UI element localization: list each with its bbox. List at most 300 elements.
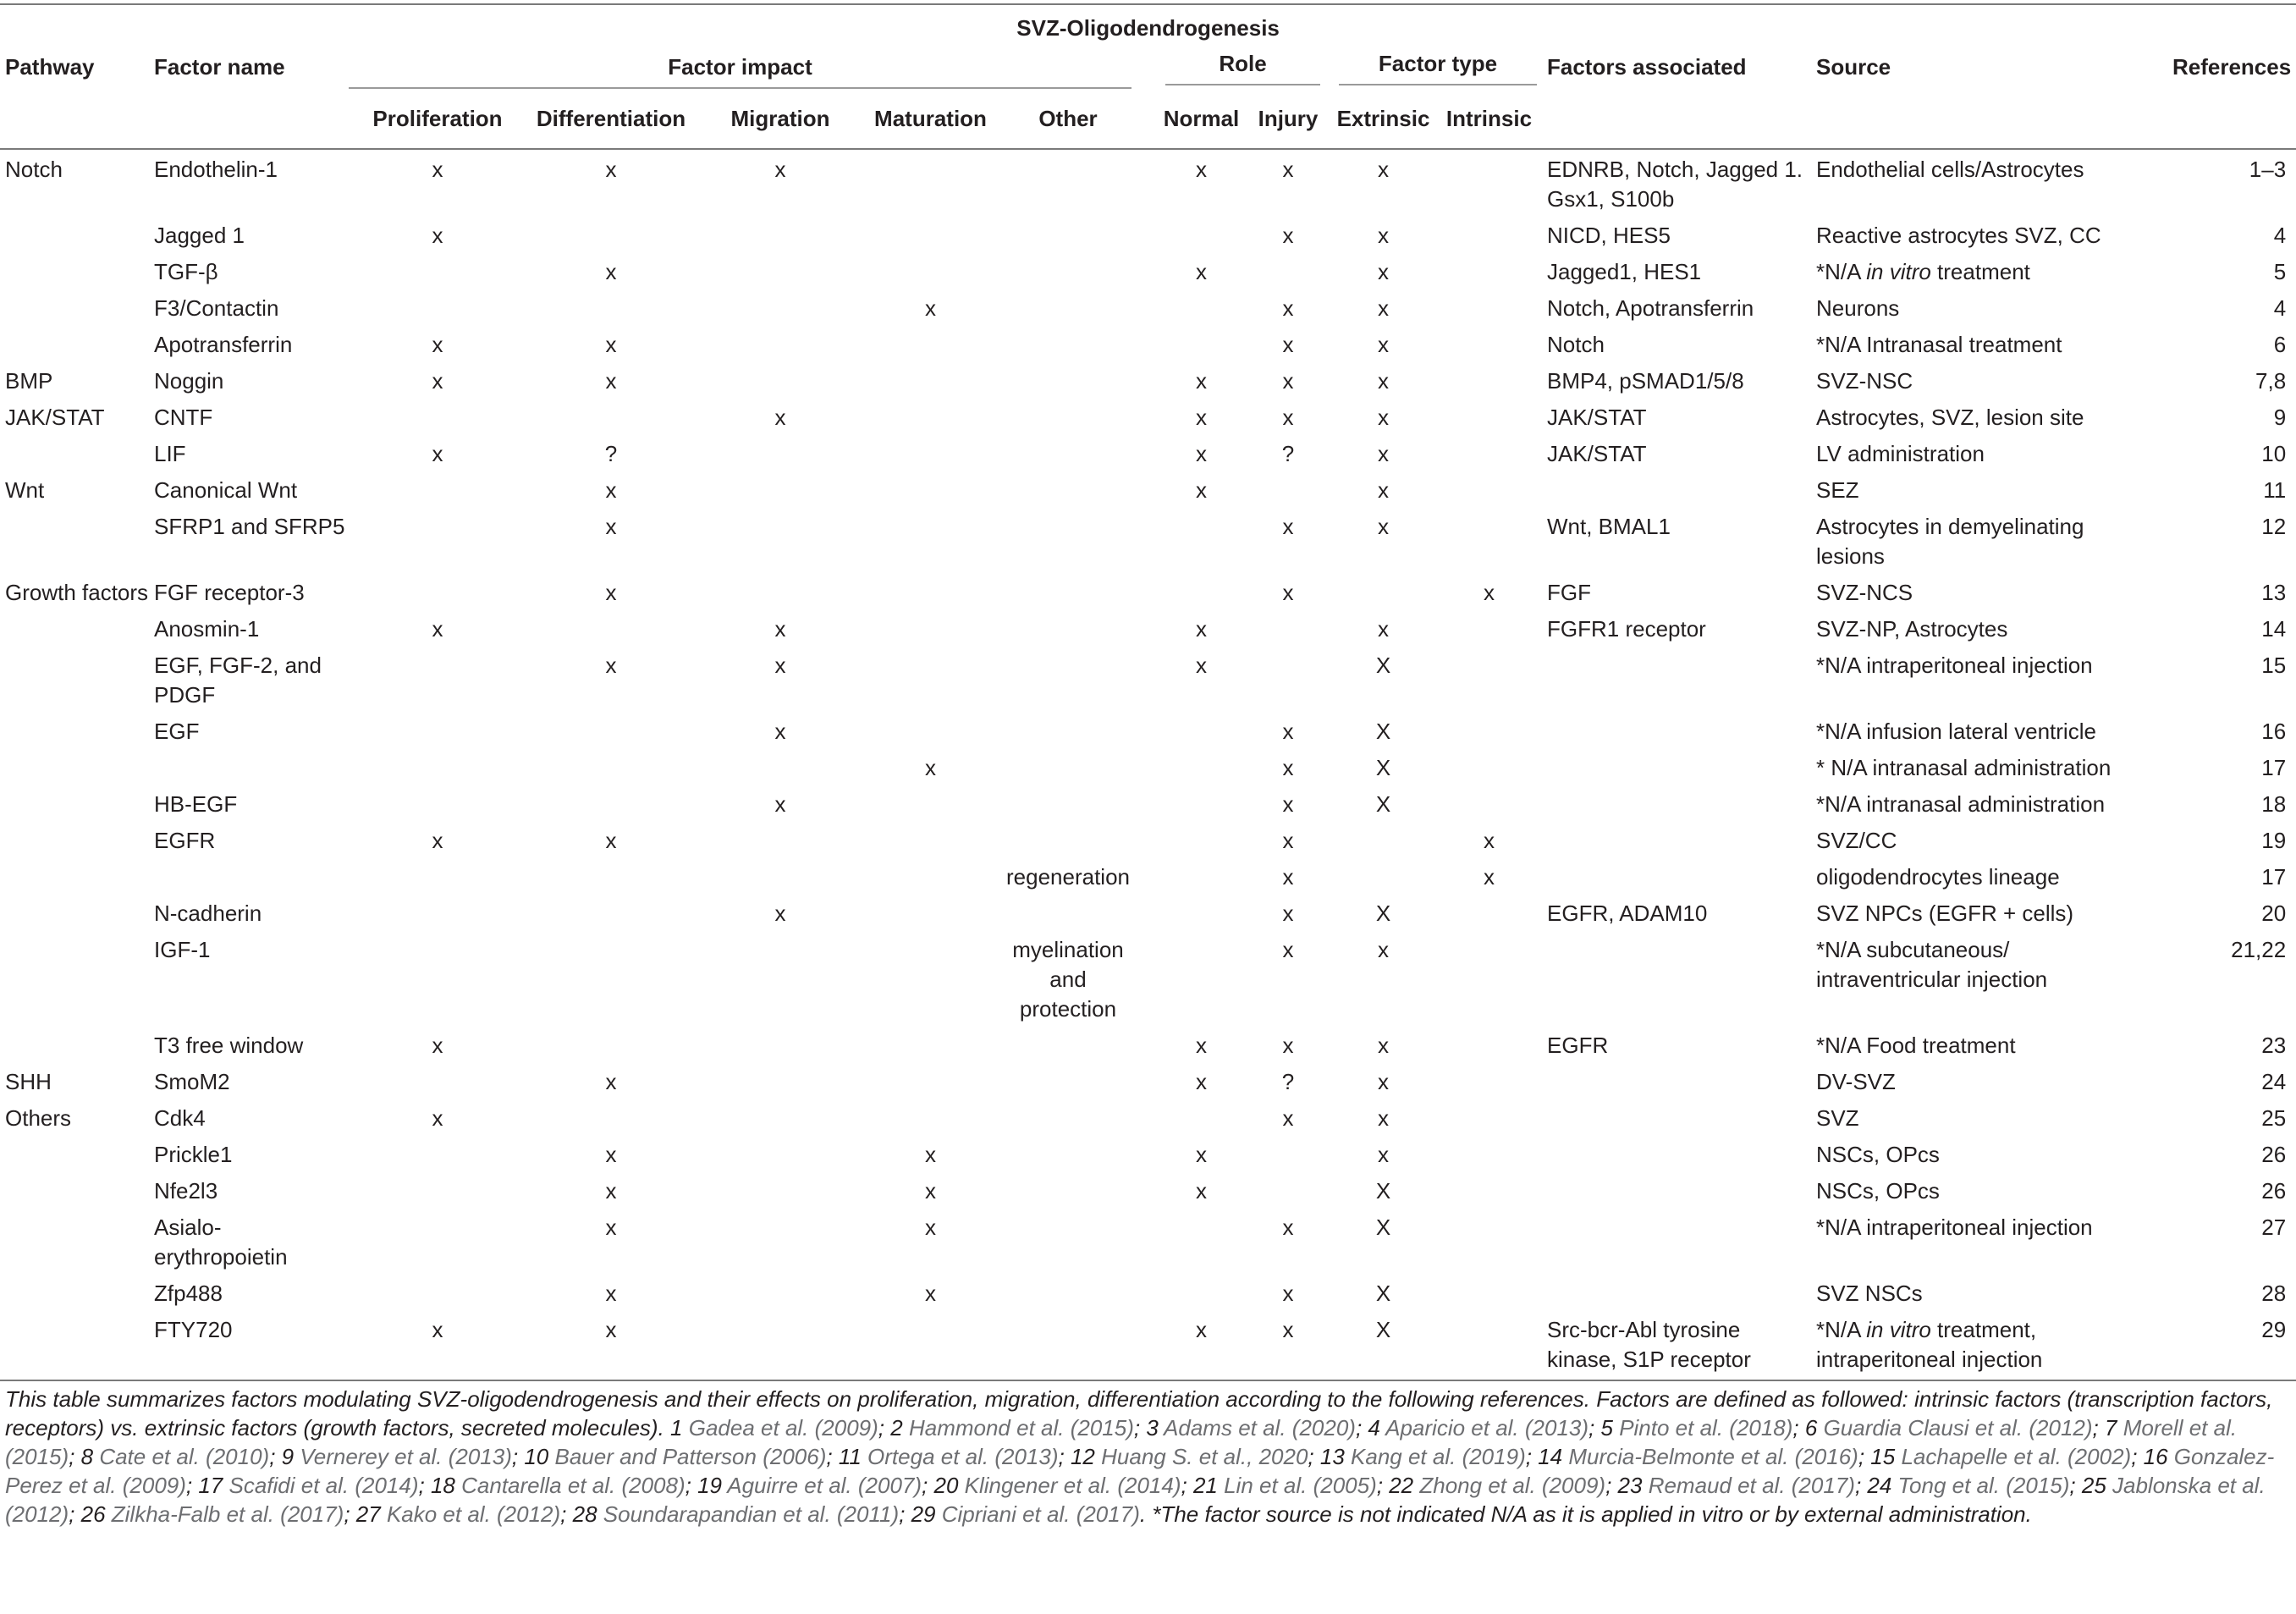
- caption-ref-citation[interactable]: Cantarella et al. (2008): [461, 1473, 685, 1498]
- cell-migration: [704, 289, 856, 325]
- cell-other: [1005, 398, 1157, 434]
- cell-normal: x: [1196, 616, 1207, 642]
- caption-ref-number: 29: [911, 1501, 936, 1527]
- cell-factors-associated: FGF: [1547, 580, 1591, 605]
- caption-ref-citation[interactable]: Cipriani et al. (2017): [941, 1501, 1140, 1527]
- cell-other: [1005, 434, 1157, 471]
- cell-proliferation: [349, 1171, 518, 1208]
- source-text: LV administration: [1816, 441, 1985, 466]
- cell-factors-associated: FGFR1 receptor: [1547, 616, 1706, 642]
- cell-pathway: [0, 821, 154, 857]
- caption-ref-citation[interactable]: Vernerey et al. (2013): [300, 1444, 512, 1469]
- cell-other: [1005, 1310, 1157, 1376]
- source-text: DV-SVZ: [1816, 1069, 1896, 1094]
- cell-injury: x: [1282, 295, 1294, 321]
- caption-ref-number: 19: [697, 1473, 722, 1498]
- cell-source: [1813, 252, 2130, 289]
- cell-proliferation: [349, 252, 518, 289]
- cell-extrinsic: X: [1375, 901, 1391, 926]
- caption-ref-number: 21: [1192, 1473, 1218, 1498]
- table-row: [0, 821, 2296, 857]
- header-source: Source: [1813, 49, 2130, 149]
- cell-factors-associated: [1542, 930, 1813, 1026]
- cell-source: [1813, 894, 2130, 930]
- cell-maturation: [856, 573, 1005, 609]
- caption-ref-citation[interactable]: Scafidi et al. (2014): [228, 1473, 419, 1498]
- cell-migration: [704, 471, 856, 507]
- source-text: SVZ NSCs: [1816, 1281, 1923, 1306]
- cell-references: 20: [2261, 901, 2287, 926]
- caption-ref-citation[interactable]: Zilkha-Falb et al. (2017): [111, 1501, 344, 1527]
- cell-normal: x: [1196, 1033, 1207, 1058]
- source-text: *N/A infusion lateral ventricle: [1816, 719, 2096, 744]
- cell-proliferation: x: [432, 332, 443, 357]
- table-row: [0, 289, 2296, 325]
- caption-ref-number: 28: [572, 1501, 597, 1527]
- caption-ref-number: 18: [430, 1473, 455, 1498]
- caption-ref-citation[interactable]: Guardia Clausi et al. (2012): [1823, 1415, 2093, 1440]
- cell-proliferation: [349, 573, 518, 609]
- cell-injury: x: [1282, 719, 1294, 744]
- cell-references: 7,8: [2255, 368, 2287, 394]
- cell-intrinsic: [1436, 1026, 1542, 1062]
- caption-ref-number: 5: [1600, 1415, 1613, 1440]
- source-text: * N/A intranasal administration: [1816, 755, 2112, 780]
- caption-ref-citation[interactable]: Gonzalez-Perez et al. (2009): [5, 1444, 2275, 1498]
- cell-normal: [1157, 857, 1246, 894]
- source-italic-text: in vitro: [1866, 1317, 1931, 1342]
- table-row: [0, 894, 2296, 930]
- cell-injury: x: [1282, 791, 1294, 817]
- cell-maturation: [856, 712, 1005, 748]
- cell-references: 13: [2261, 580, 2287, 605]
- caption-ref-number: 1: [670, 1415, 683, 1440]
- caption-ref-citation[interactable]: Gadea et al. (2009): [688, 1415, 878, 1440]
- cell-factors-associated: [1542, 1099, 1813, 1135]
- cell-injury: x: [1282, 368, 1294, 394]
- source-text: *N/A intraperitoneal injection: [1816, 653, 2093, 678]
- cell-migration: [704, 434, 856, 471]
- cell-other: [1005, 149, 1157, 216]
- cell-normal: [1157, 1099, 1246, 1135]
- source-text: SVZ: [1816, 1105, 1859, 1131]
- cell-extrinsic: X: [1375, 791, 1391, 817]
- cell-pathway: [0, 609, 154, 646]
- cell-maturation: x: [925, 755, 936, 780]
- cell-factors-associated: Jagged1, HES1: [1547, 259, 1702, 284]
- cell-intrinsic: x: [1484, 864, 1495, 890]
- caption-ref-citation[interactable]: Kang et al. (2019): [1351, 1444, 1526, 1469]
- cell-injury: x: [1282, 1281, 1294, 1306]
- caption-ref-citation[interactable]: Bauer and Patterson (2006): [554, 1444, 827, 1469]
- cell-injury: x: [1282, 1215, 1294, 1240]
- caption-ref-number: 24: [1867, 1473, 1892, 1498]
- cell-factors-associated: [1542, 1171, 1813, 1208]
- cell-factors-associated: [1542, 1062, 1813, 1099]
- cell-pathway: [0, 1274, 154, 1310]
- caption-ref-citation[interactable]: Soundarapandian et al. (2011): [603, 1501, 900, 1527]
- source-text: Astrocytes, SVZ, lesion site: [1816, 405, 2084, 430]
- caption-note: *The factor source is not indicated N/A as it is applied in vitro or by external administration.: [1152, 1501, 2032, 1527]
- cell-maturation: [856, 216, 1005, 252]
- cell-factor-name: EGFR: [154, 828, 216, 853]
- cell-injury: x: [1282, 514, 1294, 539]
- cell-migration: x: [774, 405, 786, 430]
- cell-normal: [1157, 1274, 1246, 1310]
- cell-extrinsic: [1330, 857, 1436, 894]
- source-text: *N/A Intranasal treatment: [1816, 332, 2062, 357]
- caption-ref-citation[interactable]: Jablonska et al. (2012): [5, 1473, 2266, 1527]
- cell-proliferation: [349, 1062, 518, 1099]
- source-text: SVZ NPCs (EGFR + cells): [1816, 901, 2074, 926]
- cell-differentiation: x: [605, 157, 617, 182]
- cell-extrinsic: [1330, 821, 1436, 857]
- cell-normal: [1157, 785, 1246, 821]
- cell-normal: [1157, 821, 1246, 857]
- caption-ref-citation[interactable]: Aparicio et al. (2013): [1385, 1415, 1589, 1440]
- caption-ref-citation[interactable]: Aguirre et al. (2007): [727, 1473, 922, 1498]
- cell-proliferation: x: [432, 368, 443, 394]
- source-text: *N/A Food treatment: [1816, 1033, 2016, 1058]
- cell-differentiation: x: [605, 514, 617, 539]
- cell-normal: x: [1196, 1317, 1207, 1342]
- cell-proliferation: x: [432, 1317, 443, 1342]
- caption-references: 1 Gadea et al. (2009); 2 Hammond et al. (2015); 3 Adams et al. (2020); 4 Aparicio et al. (2013); 5 Pinto et al. (2018); 6 Guardia Clausi et al. (2012); 7 Morell et al. (2015); 8 Cate et al. (2010); 9 Vernerey et al. (2013); 10 Bauer and Patterson (2006); 11 Ortega et al. (2013); 12 Huang S. et al., 2020; 13 Kang et al. (2019); 14 Murcia-Belmonte et al. (2016); 15 Lachapelle et al. (2002); 16 Gonzalez-Perez et al. (2009); 17 Scafidi et al. (2014); 18 Cantarella et al. (2008); 19 Aguirre et al. (2007); 20 Klingener et al. (2014); 21 Lin et al. (2005); 22 Zhong et al. (2009); 23 Remaud et al. (2017); 24 Tong et al. (2015); 25 Jablonska et al. (2012); 26 Zilkha-Falb et al. (2017); 27 Kako et al. (2012); 28 Soundarapandian et al. (2011); 29 Cipriani et al. (2017).: [5, 1415, 2275, 1527]
- cell-intrinsic: [1436, 252, 1542, 289]
- cell-other: [1005, 1171, 1157, 1208]
- caption-ref-citation[interactable]: Murcia-Belmonte et al. (2016): [1568, 1444, 1858, 1469]
- cell-differentiation: [518, 609, 704, 646]
- cell-migration: [704, 748, 856, 785]
- caption-intro: This table summarizes factors modulating SVZ-oligodendrogenesis and their effects on proliferation, migration, differentiation according to the following references. Factors are defined as followed: intrinsic factors (transcription factors, receptors) vs. extrinsic factors (growth factors, secreted molecules).: [5, 1386, 2273, 1440]
- cell-differentiation: [518, 857, 704, 894]
- source-text: SVZ-NSC: [1816, 368, 1913, 394]
- header-proliferation: Proliferation: [349, 89, 518, 149]
- cell-differentiation: [518, 1099, 704, 1135]
- cell-migration: [704, 507, 856, 573]
- header-migration: Migration: [704, 89, 856, 149]
- cell-other: [1005, 216, 1157, 252]
- cell-references: 11: [2263, 477, 2287, 503]
- cell-normal: [1157, 507, 1246, 573]
- source-text: Astrocytes in demyelinating lesions: [1816, 514, 2084, 569]
- cell-intrinsic: [1436, 1310, 1542, 1376]
- cell-pathway: [0, 1310, 154, 1376]
- cell-normal: x: [1196, 653, 1207, 678]
- cell-pathway: [0, 289, 154, 325]
- cell-differentiation: x: [605, 1215, 617, 1240]
- cell-normal: x: [1196, 1178, 1207, 1204]
- cell-references: 19: [2261, 828, 2287, 853]
- caption-ref-citation[interactable]: Adams et al. (2020): [1164, 1415, 1356, 1440]
- cell-intrinsic: [1436, 1099, 1542, 1135]
- cell-pathway: [0, 1026, 154, 1062]
- cell-proliferation: [349, 930, 518, 1026]
- cell-normal: x: [1196, 1069, 1207, 1094]
- cell-pathway: JAK/STAT: [5, 405, 105, 430]
- cell-normal: [1157, 325, 1246, 361]
- cell-pathway: [0, 325, 154, 361]
- cell-factor-name: SmoM2: [154, 1069, 230, 1094]
- cell-source: [1813, 1274, 2130, 1310]
- cell-factors-associated: [1542, 821, 1813, 857]
- cell-proliferation: [349, 1208, 518, 1274]
- cell-proliferation: [349, 785, 518, 821]
- cell-factors-associated: NICD, HES5: [1547, 223, 1671, 248]
- cell-other: [1005, 609, 1157, 646]
- cell-injury: [1246, 1171, 1330, 1208]
- source-italic-text: in vitro: [1866, 259, 1931, 284]
- cell-migration: x: [774, 719, 786, 744]
- cell-factor-name: T3 free window: [154, 1033, 304, 1058]
- cell-normal: [1157, 289, 1246, 325]
- cell-extrinsic: x: [1378, 1069, 1389, 1094]
- cell-pathway: SHH: [5, 1069, 52, 1094]
- caption-ref-number: 8: [80, 1444, 94, 1469]
- cell-differentiation: x: [605, 1281, 617, 1306]
- cell-factors-associated: EDNRB, Notch, Jagged 1. Gsx1, S100b: [1547, 157, 1803, 212]
- cell-other: [1005, 289, 1157, 325]
- cell-other: [1005, 821, 1157, 857]
- cell-extrinsic: X: [1375, 719, 1391, 744]
- cell-differentiation: [518, 712, 704, 748]
- cell-intrinsic: [1436, 216, 1542, 252]
- cell-references: 21,22: [2231, 937, 2287, 962]
- cell-normal: x: [1196, 441, 1207, 466]
- cell-normal: [1157, 1208, 1246, 1274]
- cell-extrinsic: x: [1378, 1033, 1389, 1058]
- cell-pathway: [0, 216, 154, 252]
- cell-proliferation: [349, 398, 518, 434]
- caption-ref-number: 25: [2081, 1473, 2106, 1498]
- caption-ref-citation[interactable]: Lachapelle et al. (2002): [1901, 1444, 2132, 1469]
- cell-migration: [704, 1062, 856, 1099]
- cell-maturation: [856, 149, 1005, 216]
- cell-proliferation: x: [432, 828, 443, 853]
- cell-factors-associated: BMP4, pSMAD1/5/8: [1547, 368, 1744, 394]
- cell-differentiation: x: [605, 259, 617, 284]
- cell-factors-associated: [1542, 646, 1813, 712]
- svz-oligodendrogenesis-table: [0, 7, 2296, 1376]
- table-row: [0, 609, 2296, 646]
- cell-proliferation: [349, 894, 518, 930]
- cell-injury: x: [1282, 937, 1294, 962]
- header-differentiation: Differentiation: [518, 89, 704, 149]
- cell-source: [1813, 1026, 2130, 1062]
- caption-ref-citation[interactable]: Zhong et al. (2009): [1419, 1473, 1606, 1498]
- cell-extrinsic: [1330, 573, 1436, 609]
- cell-differentiation: [518, 748, 704, 785]
- cell-factor-name: LIF: [154, 441, 186, 466]
- cell-intrinsic: [1436, 434, 1542, 471]
- cell-migration: [704, 1099, 856, 1135]
- table-row: [0, 748, 2296, 785]
- cell-migration: x: [774, 901, 786, 926]
- cell-factor-name: TGF-β: [154, 259, 218, 284]
- cell-proliferation: [349, 471, 518, 507]
- cell-proliferation: x: [432, 441, 443, 466]
- cell-factor-name: Anosmin-1: [154, 616, 260, 642]
- cell-maturation: [856, 1099, 1005, 1135]
- cell-maturation: [856, 821, 1005, 857]
- cell-source: [1813, 1310, 2130, 1376]
- cell-intrinsic: [1436, 361, 1542, 398]
- caption-ref-citation[interactable]: Cate et al. (2010): [99, 1444, 270, 1469]
- cell-references: 29: [2261, 1317, 2287, 1342]
- cell-maturation: x: [925, 1142, 936, 1167]
- caption-ref-citation[interactable]: Hammond et al. (2015): [908, 1415, 1134, 1440]
- cell-extrinsic: x: [1378, 477, 1389, 503]
- cell-injury: x: [1282, 580, 1294, 605]
- caption-ref-number: 9: [281, 1444, 295, 1469]
- caption-ref-number: 10: [524, 1444, 549, 1469]
- cell-factor-name: [154, 748, 349, 785]
- table-title: SVZ-Oligodendrogenesis: [1016, 14, 1280, 41]
- cell-factors-associated: EGFR, ADAM10: [1547, 901, 1708, 926]
- cell-injury: ?: [1281, 441, 1295, 466]
- cell-proliferation: [349, 507, 518, 573]
- caption-ref-number: 4: [1368, 1415, 1380, 1440]
- cell-source: [1813, 712, 2130, 748]
- cell-normal: [1157, 712, 1246, 748]
- cell-migration: x: [774, 157, 786, 182]
- cell-normal: [1157, 930, 1246, 1026]
- cell-intrinsic: [1436, 398, 1542, 434]
- cell-differentiation: x: [605, 1142, 617, 1167]
- source-text: SVZ/CC: [1816, 828, 1897, 853]
- caption-ref-number: 7: [2104, 1415, 2117, 1440]
- cell-factors-associated: [1542, 1274, 1813, 1310]
- cell-source: [1813, 821, 2130, 857]
- cell-maturation: [856, 857, 1005, 894]
- cell-extrinsic: X: [1375, 1317, 1391, 1342]
- cell-references: 9: [2273, 405, 2287, 430]
- cell-references: 26: [2261, 1178, 2287, 1204]
- table-row: [0, 1026, 2296, 1062]
- source-text: SEZ: [1816, 477, 1859, 503]
- cell-differentiation: [518, 216, 704, 252]
- table-row: [0, 507, 2296, 573]
- cell-references: 24: [2261, 1069, 2287, 1094]
- cell-other: [1005, 252, 1157, 289]
- cell-references: 5: [2273, 259, 2287, 284]
- caption-ref-citation[interactable]: Ortega et al. (2013): [867, 1444, 1059, 1469]
- cell-differentiation: [518, 398, 704, 434]
- cell-maturation: [856, 1062, 1005, 1099]
- cell-source: [1813, 216, 2130, 252]
- cell-factor-name: [154, 857, 349, 894]
- table-row: [0, 785, 2296, 821]
- cell-intrinsic: [1436, 325, 1542, 361]
- header-extrinsic: Extrinsic: [1330, 89, 1436, 149]
- caption-ref-citation[interactable]: Tong et al. (2015): [1897, 1473, 2070, 1498]
- cell-proliferation: [349, 857, 518, 894]
- source-text: oligodendrocytes lineage: [1816, 864, 2060, 890]
- table-row: [0, 434, 2296, 471]
- cell-pathway: [0, 712, 154, 748]
- cell-extrinsic: x: [1378, 223, 1389, 248]
- cell-factors-associated: [1542, 785, 1813, 821]
- cell-extrinsic: X: [1375, 755, 1391, 780]
- table-row: [0, 216, 2296, 252]
- table-row: [0, 930, 2296, 1026]
- cell-normal: [1157, 748, 1246, 785]
- cell-intrinsic: [1436, 1062, 1542, 1099]
- header-injury: Injury: [1246, 89, 1330, 149]
- cell-normal: [1157, 216, 1246, 252]
- factor-type-label: Factor type: [1339, 49, 1537, 85]
- cell-extrinsic: x: [1378, 368, 1389, 394]
- source-text-suffix: treatment, intraperitoneal injection: [1816, 1317, 2043, 1372]
- cell-factor-name: Endothelin-1: [154, 157, 278, 182]
- cell-pathway: [0, 434, 154, 471]
- cell-injury: [1246, 609, 1330, 646]
- cell-migration: [704, 1310, 856, 1376]
- cell-injury: x: [1282, 332, 1294, 357]
- cell-other: [1005, 1274, 1157, 1310]
- caption-ref-number: 3: [1146, 1415, 1159, 1440]
- cell-extrinsic: x: [1378, 157, 1389, 182]
- cell-pathway: [0, 785, 154, 821]
- cell-maturation: [856, 930, 1005, 1026]
- caption-ref-citation[interactable]: Pinto et al. (2018): [1619, 1415, 1793, 1440]
- header-factors-associated: Factors associated: [1542, 49, 1813, 149]
- cell-migration: [704, 930, 856, 1026]
- caption-ref-citation[interactable]: Huang S. et al., 2020: [1101, 1444, 1308, 1469]
- cell-differentiation: ?: [604, 441, 618, 466]
- cell-normal: x: [1196, 157, 1207, 182]
- caption-ref-citation[interactable]: Remaud et al. (2017): [1648, 1473, 1855, 1498]
- cell-intrinsic: [1436, 609, 1542, 646]
- caption-ref-number: 14: [1538, 1444, 1563, 1469]
- table-row: [0, 1171, 2296, 1208]
- caption-ref-number: 26: [80, 1501, 106, 1527]
- cell-factor-name: Canonical Wnt: [154, 477, 298, 503]
- cell-factors-associated: Notch, Apotransferrin: [1547, 295, 1754, 321]
- cell-proliferation: x: [432, 1105, 443, 1131]
- source-text: *N/A intraperitoneal injection: [1816, 1215, 2093, 1240]
- source-text: SVZ-NCS: [1816, 580, 1913, 605]
- caption-ref-citation[interactable]: Morell et al. (2015): [5, 1415, 2238, 1469]
- cell-injury: x: [1282, 828, 1294, 853]
- caption-ref-citation[interactable]: Kako et al. (2012): [386, 1501, 561, 1527]
- cell-other: [1005, 1026, 1157, 1062]
- cell-maturation: x: [925, 1178, 936, 1204]
- cell-extrinsic: x: [1378, 332, 1389, 357]
- caption-ref-citation[interactable]: Klingener et al. (2014): [964, 1473, 1181, 1498]
- cell-pathway: BMP: [5, 368, 53, 394]
- caption-ref-citation[interactable]: Lin et al. (2005): [1224, 1473, 1377, 1498]
- cell-migration: [704, 821, 856, 857]
- cell-intrinsic: [1436, 646, 1542, 712]
- cell-extrinsic: X: [1375, 1281, 1391, 1306]
- cell-factor-name: HB-EGF: [154, 791, 238, 817]
- cell-proliferation: x: [432, 223, 443, 248]
- cell-references: 14: [2261, 616, 2287, 642]
- cell-factor-name: Apotransferrin: [154, 332, 293, 357]
- source-text: *N/A: [1816, 1317, 1867, 1342]
- header-references: References: [2130, 49, 2296, 149]
- cell-intrinsic: x: [1484, 828, 1495, 853]
- cell-differentiation: [518, 894, 704, 930]
- cell-extrinsic: X: [1375, 1178, 1391, 1204]
- cell-references: 17: [2261, 755, 2287, 780]
- cell-pathway: [0, 1208, 154, 1274]
- cell-source: [1813, 573, 2130, 609]
- cell-maturation: [856, 894, 1005, 930]
- cell-source: [1813, 289, 2130, 325]
- cell-source: [1813, 785, 2130, 821]
